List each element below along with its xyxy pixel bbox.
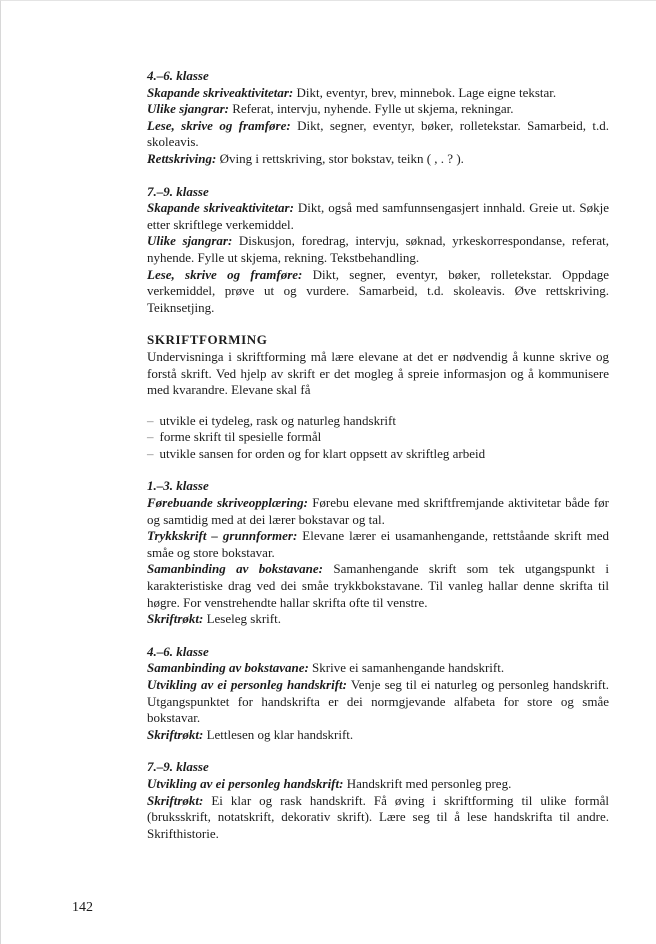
grade-heading-7-9: 7.–9. klasse <box>147 759 209 775</box>
item-label: Ulike sjangrar: <box>147 233 233 249</box>
dash-bullet: – <box>147 445 154 461</box>
item-label: Førebuande skriveopplæring: <box>147 495 308 511</box>
item-text: Handskrift med personleg preg. <box>343 775 512 791</box>
item-text: Førebu elevane med skriftfremjande aktivitetar både før og samtidig med at dei lærer bokstavar og tal. <box>147 495 610 527</box>
paragraph <box>147 528 609 561</box>
paragraph <box>147 101 609 118</box>
item-label: Ulike sjangrar: <box>147 101 229 117</box>
paragraph <box>147 776 609 793</box>
paragraph <box>147 561 609 611</box>
list-item: – utvikle ei tydeleg, rask og naturleg handskrift <box>147 412 396 428</box>
item-text: Diskusjon, foredrag, intervju, søknad, yrkeskorrespondanse, referat, nyhende. Fylle ut skjema, rekning. Tekstbehandling. <box>147 233 609 265</box>
item-label: Skapande skriveaktivitetar: <box>147 200 294 216</box>
intro-paragraph: Undervisninga i skriftforming må lære elevane at det er nødvendig å kunne skrive og forstå skrift. Ved hjelp av skrift er det mogleg å spreie informasjon og å kommunisere med kvarandre. Elevane skal få <box>147 348 609 398</box>
paragraph <box>147 200 609 233</box>
goal-list <box>147 413 609 463</box>
item-label: Utvikling av ei personleg handskrift: <box>147 775 344 791</box>
section-heading: SKRIFTFORMING <box>147 332 268 348</box>
paragraph <box>147 118 609 151</box>
grade-heading-4-6: 4.–6. klasse <box>147 68 209 83</box>
item-text: Dikt, segner, eventyr, bøker, rolletekstar. Samarbeid, t.d. skoleavis. <box>147 117 609 150</box>
item-label: Samanbinding av bokstavane: <box>147 660 309 676</box>
item-label: Skriftrøkt: <box>147 611 204 627</box>
item-label: Samanbinding av bokstavane: <box>147 561 324 577</box>
paragraph <box>147 267 609 317</box>
paragraph <box>147 233 609 266</box>
item-label: Rettskriving: <box>147 150 217 166</box>
page-content <box>147 68 609 842</box>
grade-heading-4-6: 4.–6. klasse <box>147 643 209 659</box>
item-text: Øving i rettskriving, stor bokstav, teikn ( , . ? ). <box>216 150 464 166</box>
item-label: Lese, skrive og framføre: <box>147 266 303 282</box>
item-text: Leseleg skrift. <box>203 611 281 627</box>
list-item: – utvikle sansen for orden og for klart oppsett av skriftleg arbeid <box>147 445 486 461</box>
paragraph <box>147 151 609 168</box>
grade-heading-1-3: 1.–3. klasse <box>147 478 209 494</box>
grade-heading-7-9: 7.–9. klasse <box>147 183 209 199</box>
item-text: Dikt, eventyr, brev, minnebok. Lage eigne tekstar. <box>293 84 557 100</box>
paragraph <box>147 495 609 528</box>
item-text: Referat, intervju, nyhende. Fylle ut skjema, rekningar. <box>228 101 514 117</box>
item-text: Ei klar og rask handskrift. Få øving i skriftforming til ulike formål (bruksskrift, notatskrift, dekorativ skrift). Lære seg til å lese handskrifta til andre. Skrifthistorie. <box>147 792 609 841</box>
paragraph <box>147 677 609 727</box>
dash-bullet: – <box>147 429 154 445</box>
paragraph <box>147 793 609 843</box>
page-number: 142 <box>72 900 93 915</box>
dash-bullet: – <box>147 412 154 428</box>
item-label: Skriftrøkt: <box>147 792 204 808</box>
item-text: Dikt, også med samfunnsengasjert innhald. Greie ut. Søkje etter skriftlege verkemiddel. <box>147 200 609 232</box>
list-item: – forme skrift til spesielle formål <box>147 429 322 445</box>
item-label: Lese, skrive og framføre: <box>147 117 291 133</box>
item-text: Elevane lærer ei usamanhengande, rettståande skrift med småe og store bokstavar. <box>147 528 609 560</box>
item-label: Utvikling av ei personleg handskrift: <box>147 677 347 692</box>
item-text: Venje seg til ei naturleg og personleg handskrift. Utgangspunktet for handskrifta er dei normgjevande alfabeta for store og småe bokstavar. <box>147 677 609 726</box>
item-label: Skriftrøkt: <box>147 726 204 742</box>
paragraph <box>147 660 609 677</box>
item-text: Skrive ei samanhengande handskrift. <box>308 660 505 676</box>
item-text: Dikt, segner, eventyr, bøker, rolletekstar. Oppdage verkemiddel, prøve ut og vurdere. Samarbeid, t.d. skoleavis. Øve rettskriving. Teiknsetjing. <box>147 266 609 315</box>
paragraph <box>147 611 609 628</box>
item-text: Samanhengande skrift som tek utgangspunkt i karakteristiske drag ved dei småe trykkbokstavane. Til vanleg hallar denne skrifta til høgre. For venstrehendte hallar skrifta ofte til venstre. <box>147 561 609 610</box>
item-text: Lettlesen og klar handskrift. <box>203 726 354 742</box>
item-label: Skapande skriveaktivitetar: <box>147 84 294 100</box>
paragraph <box>147 727 609 744</box>
paragraph <box>147 85 609 102</box>
item-label: Trykkskrift – grunnformer: <box>147 528 298 544</box>
